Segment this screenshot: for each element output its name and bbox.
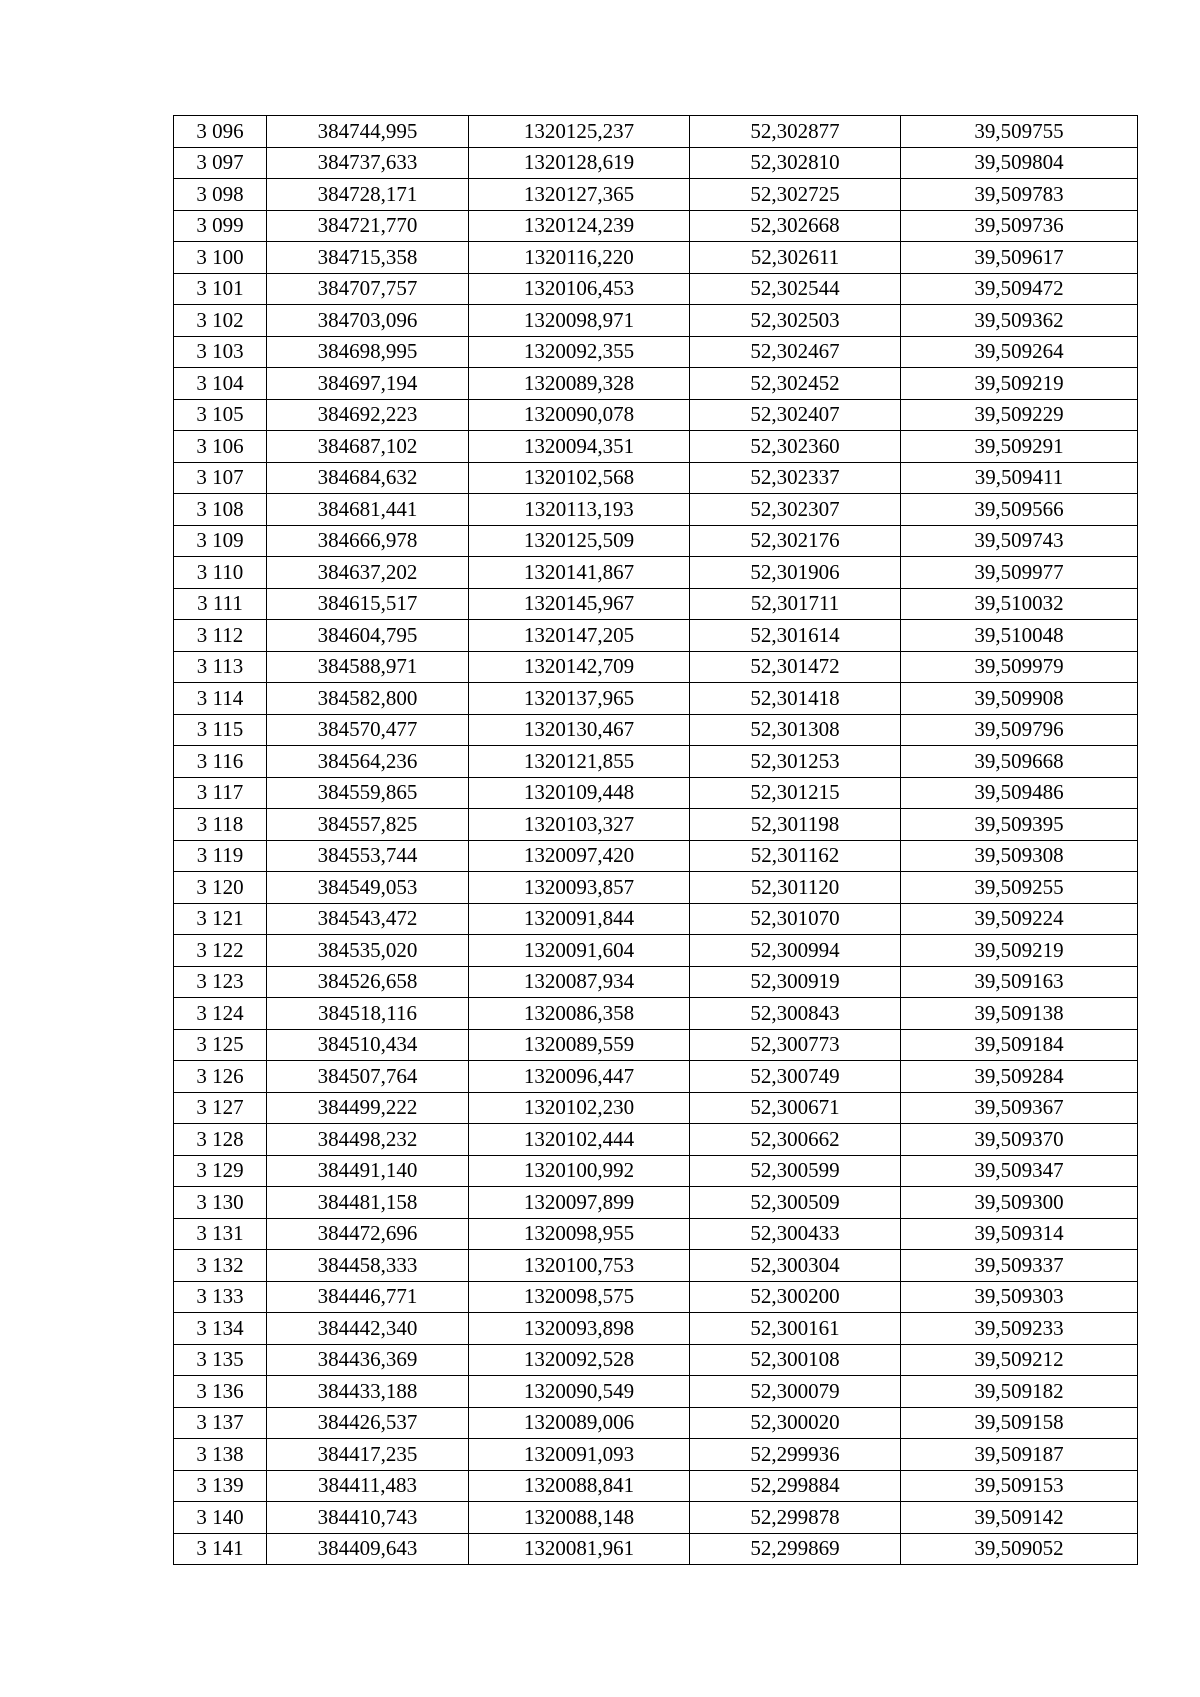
longitude-cell: 39,509184 bbox=[901, 1029, 1138, 1061]
longitude-cell: 39,509153 bbox=[901, 1470, 1138, 1502]
longitude-cell: 39,509977 bbox=[901, 557, 1138, 589]
y-coordinate-cell: 1320090,078 bbox=[469, 399, 690, 431]
y-coordinate-cell: 1320102,230 bbox=[469, 1092, 690, 1124]
x-coordinate-cell: 384687,102 bbox=[267, 431, 469, 463]
latitude-cell: 52,300020 bbox=[690, 1407, 901, 1439]
latitude-cell: 52,302668 bbox=[690, 210, 901, 242]
point-number-cell: 3 102 bbox=[174, 305, 267, 337]
latitude-cell: 52,300671 bbox=[690, 1092, 901, 1124]
y-coordinate-cell: 1320124,239 bbox=[469, 210, 690, 242]
x-coordinate-cell: 384637,202 bbox=[267, 557, 469, 589]
x-coordinate-cell: 384499,222 bbox=[267, 1092, 469, 1124]
x-coordinate-cell: 384458,333 bbox=[267, 1250, 469, 1282]
x-coordinate-cell: 384442,340 bbox=[267, 1313, 469, 1345]
x-coordinate-cell: 384518,116 bbox=[267, 998, 469, 1030]
longitude-cell: 39,509303 bbox=[901, 1281, 1138, 1313]
latitude-cell: 52,300994 bbox=[690, 935, 901, 967]
table-row bbox=[174, 746, 1138, 778]
x-coordinate-cell: 384604,795 bbox=[267, 620, 469, 652]
longitude-cell: 39,509362 bbox=[901, 305, 1138, 337]
longitude-cell: 39,509158 bbox=[901, 1407, 1138, 1439]
point-number-cell: 3 106 bbox=[174, 431, 267, 463]
table-row bbox=[174, 525, 1138, 557]
longitude-cell: 39,509783 bbox=[901, 179, 1138, 211]
coordinates-table-body bbox=[174, 116, 1138, 1565]
table-row bbox=[174, 273, 1138, 305]
longitude-cell: 39,509314 bbox=[901, 1218, 1138, 1250]
longitude-cell: 39,509219 bbox=[901, 935, 1138, 967]
y-coordinate-cell: 1320137,965 bbox=[469, 683, 690, 715]
latitude-cell: 52,302307 bbox=[690, 494, 901, 526]
x-coordinate-cell: 384526,658 bbox=[267, 966, 469, 998]
point-number-cell: 3 112 bbox=[174, 620, 267, 652]
longitude-cell: 39,509743 bbox=[901, 525, 1138, 557]
y-coordinate-cell: 1320109,448 bbox=[469, 777, 690, 809]
table-row bbox=[174, 1124, 1138, 1156]
y-coordinate-cell: 1320125,237 bbox=[469, 116, 690, 148]
table-row bbox=[174, 399, 1138, 431]
latitude-cell: 52,300773 bbox=[690, 1029, 901, 1061]
table-row bbox=[174, 1439, 1138, 1471]
x-coordinate-cell: 384588,971 bbox=[267, 651, 469, 683]
point-number-cell: 3 097 bbox=[174, 147, 267, 179]
point-number-cell: 3 129 bbox=[174, 1155, 267, 1187]
latitude-cell: 52,301253 bbox=[690, 746, 901, 778]
point-number-cell: 3 099 bbox=[174, 210, 267, 242]
y-coordinate-cell: 1320092,355 bbox=[469, 336, 690, 368]
point-number-cell: 3 131 bbox=[174, 1218, 267, 1250]
latitude-cell: 52,300079 bbox=[690, 1376, 901, 1408]
point-number-cell: 3 127 bbox=[174, 1092, 267, 1124]
y-coordinate-cell: 1320130,467 bbox=[469, 714, 690, 746]
x-coordinate-cell: 384715,358 bbox=[267, 242, 469, 274]
longitude-cell: 39,509979 bbox=[901, 651, 1138, 683]
y-coordinate-cell: 1320145,967 bbox=[469, 588, 690, 620]
x-coordinate-cell: 384543,472 bbox=[267, 903, 469, 935]
point-number-cell: 3 120 bbox=[174, 872, 267, 904]
table-row bbox=[174, 903, 1138, 935]
latitude-cell: 52,301070 bbox=[690, 903, 901, 935]
point-number-cell: 3 138 bbox=[174, 1439, 267, 1471]
longitude-cell: 39,509617 bbox=[901, 242, 1138, 274]
table-row bbox=[174, 305, 1138, 337]
latitude-cell: 52,302337 bbox=[690, 462, 901, 494]
longitude-cell: 39,510032 bbox=[901, 588, 1138, 620]
x-coordinate-cell: 384728,171 bbox=[267, 179, 469, 211]
longitude-cell: 39,509472 bbox=[901, 273, 1138, 305]
longitude-cell: 39,509736 bbox=[901, 210, 1138, 242]
latitude-cell: 52,300304 bbox=[690, 1250, 901, 1282]
x-coordinate-cell: 384684,632 bbox=[267, 462, 469, 494]
x-coordinate-cell: 384698,995 bbox=[267, 336, 469, 368]
x-coordinate-cell: 384498,232 bbox=[267, 1124, 469, 1156]
y-coordinate-cell: 1320091,093 bbox=[469, 1439, 690, 1471]
latitude-cell: 52,302360 bbox=[690, 431, 901, 463]
point-number-cell: 3 133 bbox=[174, 1281, 267, 1313]
y-coordinate-cell: 1320103,327 bbox=[469, 809, 690, 841]
x-coordinate-cell: 384433,188 bbox=[267, 1376, 469, 1408]
y-coordinate-cell: 1320142,709 bbox=[469, 651, 690, 683]
y-coordinate-cell: 1320094,351 bbox=[469, 431, 690, 463]
point-number-cell: 3 140 bbox=[174, 1502, 267, 1534]
longitude-cell: 39,509566 bbox=[901, 494, 1138, 526]
y-coordinate-cell: 1320100,992 bbox=[469, 1155, 690, 1187]
table-row bbox=[174, 1218, 1138, 1250]
y-coordinate-cell: 1320096,447 bbox=[469, 1061, 690, 1093]
point-number-cell: 3 113 bbox=[174, 651, 267, 683]
latitude-cell: 52,301418 bbox=[690, 683, 901, 715]
table-row bbox=[174, 620, 1138, 652]
x-coordinate-cell: 384570,477 bbox=[267, 714, 469, 746]
longitude-cell: 39,509219 bbox=[901, 368, 1138, 400]
point-number-cell: 3 118 bbox=[174, 809, 267, 841]
longitude-cell: 39,509291 bbox=[901, 431, 1138, 463]
point-number-cell: 3 107 bbox=[174, 462, 267, 494]
latitude-cell: 52,300843 bbox=[690, 998, 901, 1030]
latitude-cell: 52,299878 bbox=[690, 1502, 901, 1534]
latitude-cell: 52,300509 bbox=[690, 1187, 901, 1219]
point-number-cell: 3 134 bbox=[174, 1313, 267, 1345]
longitude-cell: 39,509908 bbox=[901, 683, 1138, 715]
y-coordinate-cell: 1320089,328 bbox=[469, 368, 690, 400]
point-number-cell: 3 110 bbox=[174, 557, 267, 589]
point-number-cell: 3 098 bbox=[174, 179, 267, 211]
longitude-cell: 39,509187 bbox=[901, 1439, 1138, 1471]
latitude-cell: 52,300662 bbox=[690, 1124, 901, 1156]
longitude-cell: 39,509668 bbox=[901, 746, 1138, 778]
table-row bbox=[174, 210, 1138, 242]
y-coordinate-cell: 1320093,857 bbox=[469, 872, 690, 904]
y-coordinate-cell: 1320089,559 bbox=[469, 1029, 690, 1061]
table-row bbox=[174, 651, 1138, 683]
latitude-cell: 52,299884 bbox=[690, 1470, 901, 1502]
longitude-cell: 39,509229 bbox=[901, 399, 1138, 431]
table-row bbox=[174, 1313, 1138, 1345]
table-row bbox=[174, 462, 1138, 494]
longitude-cell: 39,509182 bbox=[901, 1376, 1138, 1408]
x-coordinate-cell: 384549,053 bbox=[267, 872, 469, 904]
y-coordinate-cell: 1320102,444 bbox=[469, 1124, 690, 1156]
y-coordinate-cell: 1320128,619 bbox=[469, 147, 690, 179]
point-number-cell: 3 135 bbox=[174, 1344, 267, 1376]
table-row bbox=[174, 1155, 1138, 1187]
table-row bbox=[174, 1092, 1138, 1124]
x-coordinate-cell: 384417,235 bbox=[267, 1439, 469, 1471]
x-coordinate-cell: 384697,194 bbox=[267, 368, 469, 400]
table-row bbox=[174, 1250, 1138, 1282]
y-coordinate-cell: 1320141,867 bbox=[469, 557, 690, 589]
table-row bbox=[174, 179, 1138, 211]
longitude-cell: 39,509142 bbox=[901, 1502, 1138, 1534]
table-row bbox=[174, 840, 1138, 872]
table-row bbox=[174, 683, 1138, 715]
point-number-cell: 3 124 bbox=[174, 998, 267, 1030]
latitude-cell: 52,301614 bbox=[690, 620, 901, 652]
y-coordinate-cell: 1320127,365 bbox=[469, 179, 690, 211]
longitude-cell: 39,509284 bbox=[901, 1061, 1138, 1093]
longitude-cell: 39,509163 bbox=[901, 966, 1138, 998]
table-row bbox=[174, 966, 1138, 998]
table-row bbox=[174, 557, 1138, 589]
y-coordinate-cell: 1320121,855 bbox=[469, 746, 690, 778]
table-row bbox=[174, 777, 1138, 809]
x-coordinate-cell: 384507,764 bbox=[267, 1061, 469, 1093]
y-coordinate-cell: 1320097,420 bbox=[469, 840, 690, 872]
longitude-cell: 39,509804 bbox=[901, 147, 1138, 179]
table-row bbox=[174, 1187, 1138, 1219]
longitude-cell: 39,509395 bbox=[901, 809, 1138, 841]
longitude-cell: 39,509308 bbox=[901, 840, 1138, 872]
x-coordinate-cell: 384582,800 bbox=[267, 683, 469, 715]
point-number-cell: 3 100 bbox=[174, 242, 267, 274]
point-number-cell: 3 105 bbox=[174, 399, 267, 431]
point-number-cell: 3 104 bbox=[174, 368, 267, 400]
point-number-cell: 3 132 bbox=[174, 1250, 267, 1282]
longitude-cell: 39,509486 bbox=[901, 777, 1138, 809]
point-number-cell: 3 125 bbox=[174, 1029, 267, 1061]
latitude-cell: 52,302611 bbox=[690, 242, 901, 274]
x-coordinate-cell: 384557,825 bbox=[267, 809, 469, 841]
latitude-cell: 52,301711 bbox=[690, 588, 901, 620]
x-coordinate-cell: 384472,696 bbox=[267, 1218, 469, 1250]
x-coordinate-cell: 384666,978 bbox=[267, 525, 469, 557]
table-row bbox=[174, 147, 1138, 179]
longitude-cell: 39,509233 bbox=[901, 1313, 1138, 1345]
table-row bbox=[174, 368, 1138, 400]
y-coordinate-cell: 1320092,528 bbox=[469, 1344, 690, 1376]
x-coordinate-cell: 384409,643 bbox=[267, 1533, 469, 1565]
latitude-cell: 52,302877 bbox=[690, 116, 901, 148]
y-coordinate-cell: 1320089,006 bbox=[469, 1407, 690, 1439]
table-row bbox=[174, 1281, 1138, 1313]
latitude-cell: 52,300599 bbox=[690, 1155, 901, 1187]
x-coordinate-cell: 384446,771 bbox=[267, 1281, 469, 1313]
longitude-cell: 39,509347 bbox=[901, 1155, 1138, 1187]
latitude-cell: 52,300433 bbox=[690, 1218, 901, 1250]
latitude-cell: 52,302452 bbox=[690, 368, 901, 400]
x-coordinate-cell: 384553,744 bbox=[267, 840, 469, 872]
table-row bbox=[174, 116, 1138, 148]
table-row bbox=[174, 935, 1138, 967]
table-row bbox=[174, 1407, 1138, 1439]
x-coordinate-cell: 384737,633 bbox=[267, 147, 469, 179]
x-coordinate-cell: 384535,020 bbox=[267, 935, 469, 967]
latitude-cell: 52,301162 bbox=[690, 840, 901, 872]
y-coordinate-cell: 1320098,971 bbox=[469, 305, 690, 337]
point-number-cell: 3 109 bbox=[174, 525, 267, 557]
longitude-cell: 39,509052 bbox=[901, 1533, 1138, 1565]
table-row bbox=[174, 1502, 1138, 1534]
longitude-cell: 39,509264 bbox=[901, 336, 1138, 368]
latitude-cell: 52,302810 bbox=[690, 147, 901, 179]
point-number-cell: 3 103 bbox=[174, 336, 267, 368]
y-coordinate-cell: 1320102,568 bbox=[469, 462, 690, 494]
point-number-cell: 3 136 bbox=[174, 1376, 267, 1408]
latitude-cell: 52,300200 bbox=[690, 1281, 901, 1313]
longitude-cell: 39,509255 bbox=[901, 872, 1138, 904]
x-coordinate-cell: 384559,865 bbox=[267, 777, 469, 809]
latitude-cell: 52,299869 bbox=[690, 1533, 901, 1565]
table-row bbox=[174, 1533, 1138, 1565]
latitude-cell: 52,299936 bbox=[690, 1439, 901, 1471]
y-coordinate-cell: 1320086,358 bbox=[469, 998, 690, 1030]
longitude-cell: 39,509411 bbox=[901, 462, 1138, 494]
latitude-cell: 52,302503 bbox=[690, 305, 901, 337]
longitude-cell: 39,509337 bbox=[901, 1250, 1138, 1282]
x-coordinate-cell: 384481,158 bbox=[267, 1187, 469, 1219]
table-row bbox=[174, 714, 1138, 746]
y-coordinate-cell: 1320090,549 bbox=[469, 1376, 690, 1408]
y-coordinate-cell: 1320088,841 bbox=[469, 1470, 690, 1502]
y-coordinate-cell: 1320100,753 bbox=[469, 1250, 690, 1282]
x-coordinate-cell: 384411,483 bbox=[267, 1470, 469, 1502]
longitude-cell: 39,509138 bbox=[901, 998, 1138, 1030]
table-row bbox=[174, 494, 1138, 526]
longitude-cell: 39,509224 bbox=[901, 903, 1138, 935]
latitude-cell: 52,300749 bbox=[690, 1061, 901, 1093]
y-coordinate-cell: 1320088,148 bbox=[469, 1502, 690, 1534]
longitude-cell: 39,509796 bbox=[901, 714, 1138, 746]
y-coordinate-cell: 1320087,934 bbox=[469, 966, 690, 998]
longitude-cell: 39,509755 bbox=[901, 116, 1138, 148]
y-coordinate-cell: 1320091,844 bbox=[469, 903, 690, 935]
point-number-cell: 3 128 bbox=[174, 1124, 267, 1156]
y-coordinate-cell: 1320098,955 bbox=[469, 1218, 690, 1250]
latitude-cell: 52,302176 bbox=[690, 525, 901, 557]
table-row bbox=[174, 872, 1138, 904]
y-coordinate-cell: 1320093,898 bbox=[469, 1313, 690, 1345]
x-coordinate-cell: 384510,434 bbox=[267, 1029, 469, 1061]
point-number-cell: 3 119 bbox=[174, 840, 267, 872]
point-number-cell: 3 115 bbox=[174, 714, 267, 746]
table-row bbox=[174, 1061, 1138, 1093]
x-coordinate-cell: 384436,369 bbox=[267, 1344, 469, 1376]
table-row bbox=[174, 242, 1138, 274]
point-number-cell: 3 114 bbox=[174, 683, 267, 715]
point-number-cell: 3 126 bbox=[174, 1061, 267, 1093]
table-row bbox=[174, 588, 1138, 620]
coordinates-table bbox=[173, 115, 1138, 1565]
point-number-cell: 3 137 bbox=[174, 1407, 267, 1439]
table-row bbox=[174, 998, 1138, 1030]
x-coordinate-cell: 384491,140 bbox=[267, 1155, 469, 1187]
x-coordinate-cell: 384721,770 bbox=[267, 210, 469, 242]
point-number-cell: 3 111 bbox=[174, 588, 267, 620]
longitude-cell: 39,509212 bbox=[901, 1344, 1138, 1376]
point-number-cell: 3 096 bbox=[174, 116, 267, 148]
latitude-cell: 52,301906 bbox=[690, 557, 901, 589]
x-coordinate-cell: 384703,096 bbox=[267, 305, 469, 337]
point-number-cell: 3 121 bbox=[174, 903, 267, 935]
table-row bbox=[174, 809, 1138, 841]
point-number-cell: 3 108 bbox=[174, 494, 267, 526]
point-number-cell: 3 130 bbox=[174, 1187, 267, 1219]
latitude-cell: 52,301472 bbox=[690, 651, 901, 683]
latitude-cell: 52,300108 bbox=[690, 1344, 901, 1376]
point-number-cell: 3 122 bbox=[174, 935, 267, 967]
y-coordinate-cell: 1320113,193 bbox=[469, 494, 690, 526]
latitude-cell: 52,300919 bbox=[690, 966, 901, 998]
table-row bbox=[174, 1470, 1138, 1502]
latitude-cell: 52,301215 bbox=[690, 777, 901, 809]
point-number-cell: 3 101 bbox=[174, 273, 267, 305]
latitude-cell: 52,301120 bbox=[690, 872, 901, 904]
latitude-cell: 52,302467 bbox=[690, 336, 901, 368]
y-coordinate-cell: 1320125,509 bbox=[469, 525, 690, 557]
longitude-cell: 39,509367 bbox=[901, 1092, 1138, 1124]
x-coordinate-cell: 384615,517 bbox=[267, 588, 469, 620]
point-number-cell: 3 116 bbox=[174, 746, 267, 778]
point-number-cell: 3 141 bbox=[174, 1533, 267, 1565]
latitude-cell: 52,301308 bbox=[690, 714, 901, 746]
point-number-cell: 3 117 bbox=[174, 777, 267, 809]
x-coordinate-cell: 384707,757 bbox=[267, 273, 469, 305]
y-coordinate-cell: 1320081,961 bbox=[469, 1533, 690, 1565]
longitude-cell: 39,509300 bbox=[901, 1187, 1138, 1219]
y-coordinate-cell: 1320116,220 bbox=[469, 242, 690, 274]
table-row bbox=[174, 431, 1138, 463]
point-number-cell: 3 139 bbox=[174, 1470, 267, 1502]
latitude-cell: 52,300161 bbox=[690, 1313, 901, 1345]
y-coordinate-cell: 1320147,205 bbox=[469, 620, 690, 652]
y-coordinate-cell: 1320098,575 bbox=[469, 1281, 690, 1313]
longitude-cell: 39,509370 bbox=[901, 1124, 1138, 1156]
latitude-cell: 52,302544 bbox=[690, 273, 901, 305]
point-number-cell: 3 123 bbox=[174, 966, 267, 998]
y-coordinate-cell: 1320091,604 bbox=[469, 935, 690, 967]
table-row bbox=[174, 1376, 1138, 1408]
x-coordinate-cell: 384426,537 bbox=[267, 1407, 469, 1439]
latitude-cell: 52,302407 bbox=[690, 399, 901, 431]
x-coordinate-cell: 384564,236 bbox=[267, 746, 469, 778]
table-row bbox=[174, 1029, 1138, 1061]
table-row bbox=[174, 336, 1138, 368]
x-coordinate-cell: 384410,743 bbox=[267, 1502, 469, 1534]
latitude-cell: 52,301198 bbox=[690, 809, 901, 841]
table-row bbox=[174, 1344, 1138, 1376]
x-coordinate-cell: 384692,223 bbox=[267, 399, 469, 431]
y-coordinate-cell: 1320097,899 bbox=[469, 1187, 690, 1219]
latitude-cell: 52,302725 bbox=[690, 179, 901, 211]
x-coordinate-cell: 384681,441 bbox=[267, 494, 469, 526]
longitude-cell: 39,510048 bbox=[901, 620, 1138, 652]
x-coordinate-cell: 384744,995 bbox=[267, 116, 469, 148]
y-coordinate-cell: 1320106,453 bbox=[469, 273, 690, 305]
